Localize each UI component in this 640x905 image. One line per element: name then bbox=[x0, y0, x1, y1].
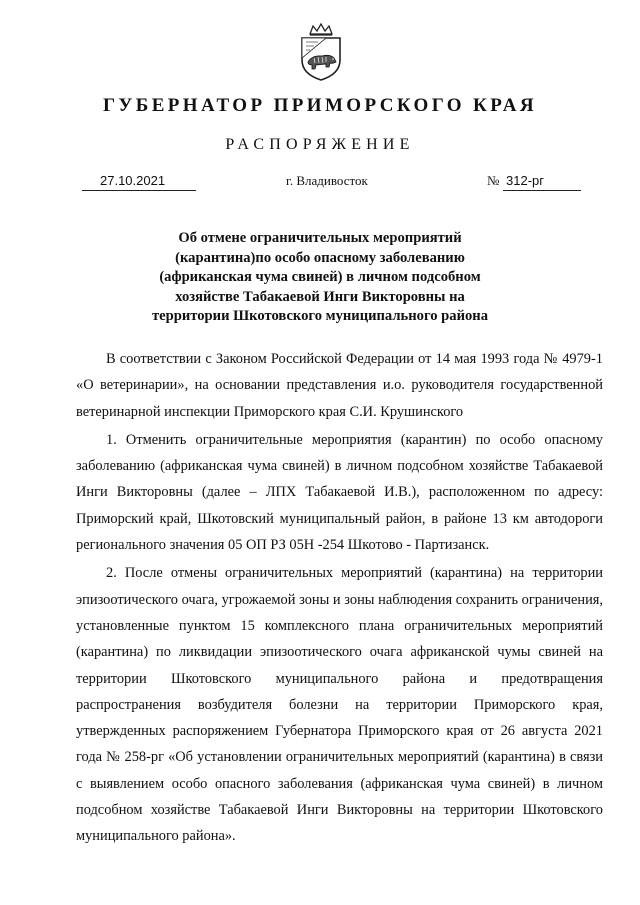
number-label: № bbox=[487, 173, 500, 188]
document-body bbox=[76, 346, 603, 852]
document-date: 27.10.2021 bbox=[82, 172, 196, 191]
item-1-paragraph: 1. Отменить ограничительные мероприятия (карантин) по особо опасному заболеванию (африканская чума свиней) в личном подсобном хозяйстве Табакаевой Инги Викторовны (далее – ЛПХ Табакаевой И.В.), расположенном по адресу: Приморский край, Шкотовский муниципальный район, в районе 13 км автодороги регионального значения 05 ОП РЗ 05Н -254 Шкотово - Партизанск. bbox=[76, 431, 603, 554]
document-type: РАСПОРЯЖЕНИЕ bbox=[225, 136, 415, 153]
title-line: (карантина)по особо опасному заболеванию bbox=[175, 249, 465, 266]
preamble-paragraph: В соответствии с Законом Российской Федерации от 14 мая 1993 года № 4979-1 «О ветеринарии», на основании представления и.о. руководителя государственной ветеринарной инспекции Приморского края С.И. Крушинского bbox=[76, 351, 603, 420]
title-line: Об отмене ограничительных мероприятий bbox=[178, 230, 462, 246]
issuing-authority: ГУБЕРНАТОР ПРИМОРСКОГО КРАЯ bbox=[102, 95, 538, 116]
title-line: (африканская чума свиней) в личном подсобном bbox=[159, 269, 481, 285]
coat-of-arms-icon bbox=[296, 22, 346, 82]
document-title bbox=[120, 229, 520, 327]
issue-city: г. Владивосток bbox=[286, 173, 368, 188]
item-2-paragraph: 2. После отмены ограничительных мероприятий (карантина) на территории эпизоотического очага, угрожаемой зоны и зоны наблюдения сохранить ограничения, установленные пунктом 15 комплексного плана ограничительных мероприятий (карантина) по ликвидации эпизоотического очага африканской чумы свиней на территории Шкотовского муниципального района и предотвращения распространения возбудителя болезни на территории Приморского края, утвержденных распоряжением Губернатора Приморского края от 26 августа 2021 года № 258-рг «Об установлении ограничительных мероприятий (карантина) в связи с выявлением особо опасного заболевания (африканская чума свиней) в личном подсобном хозяйстве Табакаевой Инги Викторовны на территории Шкотовского муниципального района». bbox=[76, 565, 603, 845]
title-line: территории Шкотовского муниципального района bbox=[151, 308, 488, 324]
title-line: хозяйстве Табакаевой Инги Викторовны на bbox=[175, 288, 465, 305]
document-number: 312-рг bbox=[503, 172, 581, 191]
